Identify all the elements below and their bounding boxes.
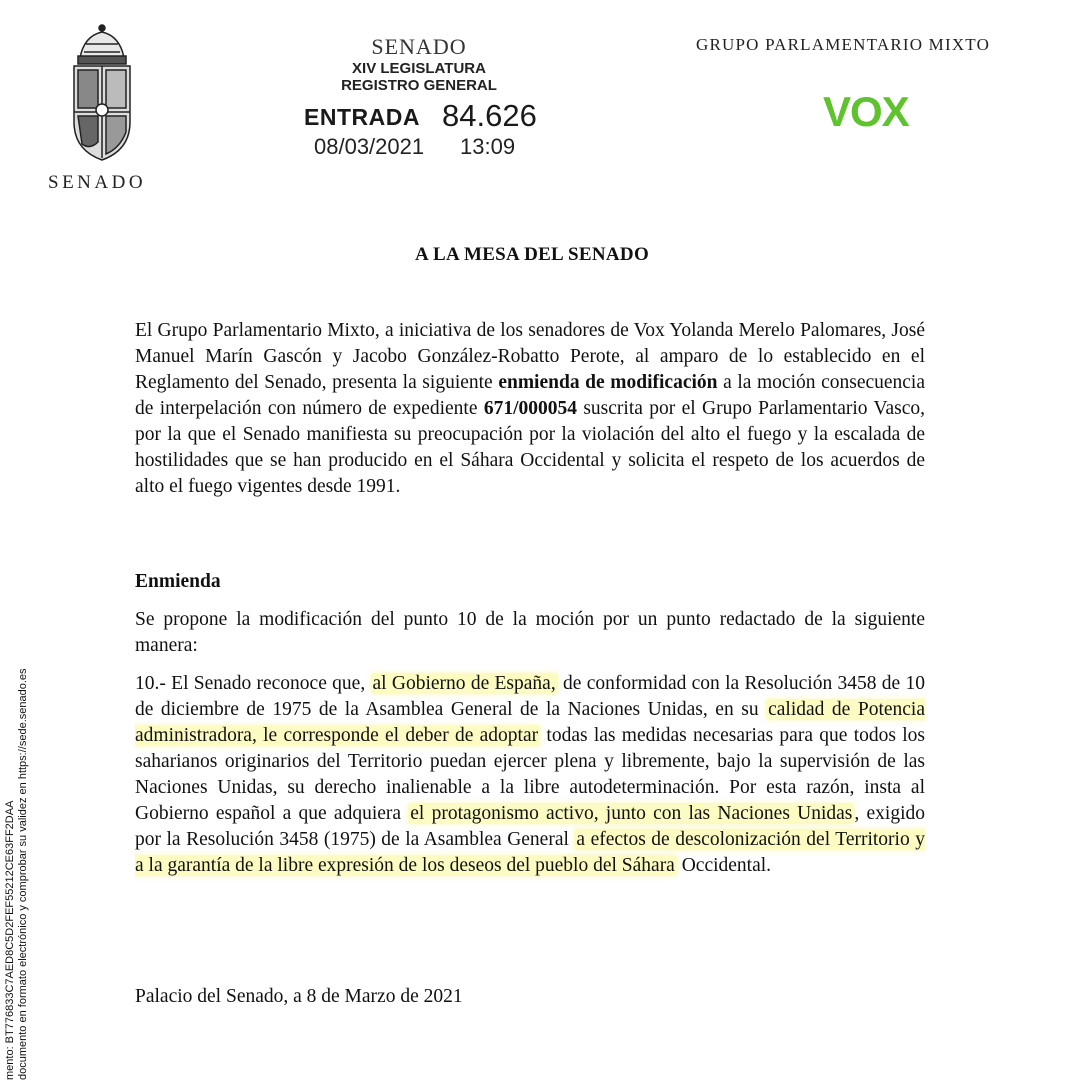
stamp-entry: [296, 98, 542, 134]
amendment-subheading: Enmienda: [135, 571, 221, 592]
senado-crest-icon: [62, 22, 142, 170]
stamp-entry-label: ENTRADA: [304, 104, 420, 130]
sidebar-line-2: documento en formato electrónico y comprobar su validez en https://sede.senado.es: [17, 668, 29, 1080]
stamp-title: SENADO: [371, 34, 467, 59]
intro-paragraph: [135, 318, 925, 500]
intro-bold-1: enmienda de modificación: [498, 372, 718, 393]
registry-stamp: [296, 34, 542, 162]
point-text-2: de conformidad con la Resolución 3458 de 10 de diciembre de 1975 de la Asamblea General de la Naciones Unidas, en su: [135, 673, 926, 720]
closing-line: Palacio del Senado, a 8 de Marzo de 2021: [135, 986, 463, 1007]
stamp-datetime: [296, 134, 542, 162]
document-heading: A LA MESA DEL SENADO: [414, 244, 650, 265]
highlight-1: al Gobierno de España,: [372, 673, 556, 694]
stamp-date: 08/03/2021: [314, 134, 425, 159]
intro-text-3: suscrita por el Grupo Parlamentario Vasco, por la que el Senado manifiesta su preocupación por la violación del alto el fuego y la escalada de hostilidades que se han producido en el Sáhara Occidental y solicita el respeto de los acuerdos de alto el fuego vigentes desde 1991.: [135, 398, 925, 497]
highlight-3: el protagonismo activo, junto con las Naciones Unidas: [410, 803, 853, 824]
intro-text-1: El Grupo Parlamentario Mixto, a iniciativa de los senadores de Vox Yolanda Merelo Palomares, José Manuel Marín Gascón y Jacobo González-Robatto Perote, al amparo de lo establecido en el Reglamento del Senado, presenta la siguiente: [135, 320, 925, 393]
point-text-4: , exigido por la Resolución 3458 (1975) de la Asamblea General: [135, 803, 925, 850]
point-paragraph: [135, 671, 925, 879]
point-text-3: todas las medidas necesarias para que todos los saharianos originarios del Territorio puedan ejercer plena y libremente, bajo la supervisión de las Naciones Unidas, su derecho inalienable a la libre autodeterminación. Por esta razón, insta al Gobierno español a que adquiera: [135, 725, 925, 824]
point-text-1: 10.- El Senado reconoce que,: [135, 673, 371, 694]
crest-label: SENADO: [48, 172, 147, 193]
proposal-paragraph: Se propone la modificación del punto 10 de la moción por un punto redactado de la siguiente manera:: [135, 609, 925, 656]
vox-logo: VOX: [823, 88, 909, 135]
highlight-2: calidad de Potencia administradora, le corresponde el deber de adoptar: [135, 699, 925, 746]
point-text-5: Occidental.: [676, 855, 772, 876]
group-name: GRUPO PARLAMENTARIO MIXTO: [696, 35, 991, 54]
stamp-registry: REGISTRO GENERAL: [341, 77, 497, 94]
intro-text-2: a la moción consecuencia de interpelación con número de expediente: [135, 372, 926, 419]
intro-bold-2: 671/000054: [483, 398, 577, 419]
highlight-4: a efectos de descolonización del Territorio y a la garantía de la libre expresión de los deseos del pueblo del Sáhara: [135, 829, 925, 876]
verification-sidebar: [4, 580, 30, 1080]
stamp-time: 13:09: [460, 134, 516, 159]
stamp-entry-number: 84.626: [442, 98, 537, 133]
sidebar-line-1: mento: BT776833C7AED8C5D2FEF55212CE63FF2DAA: [4, 800, 16, 1080]
stamp-legislature: XIV LEGISLATURA: [352, 60, 486, 77]
